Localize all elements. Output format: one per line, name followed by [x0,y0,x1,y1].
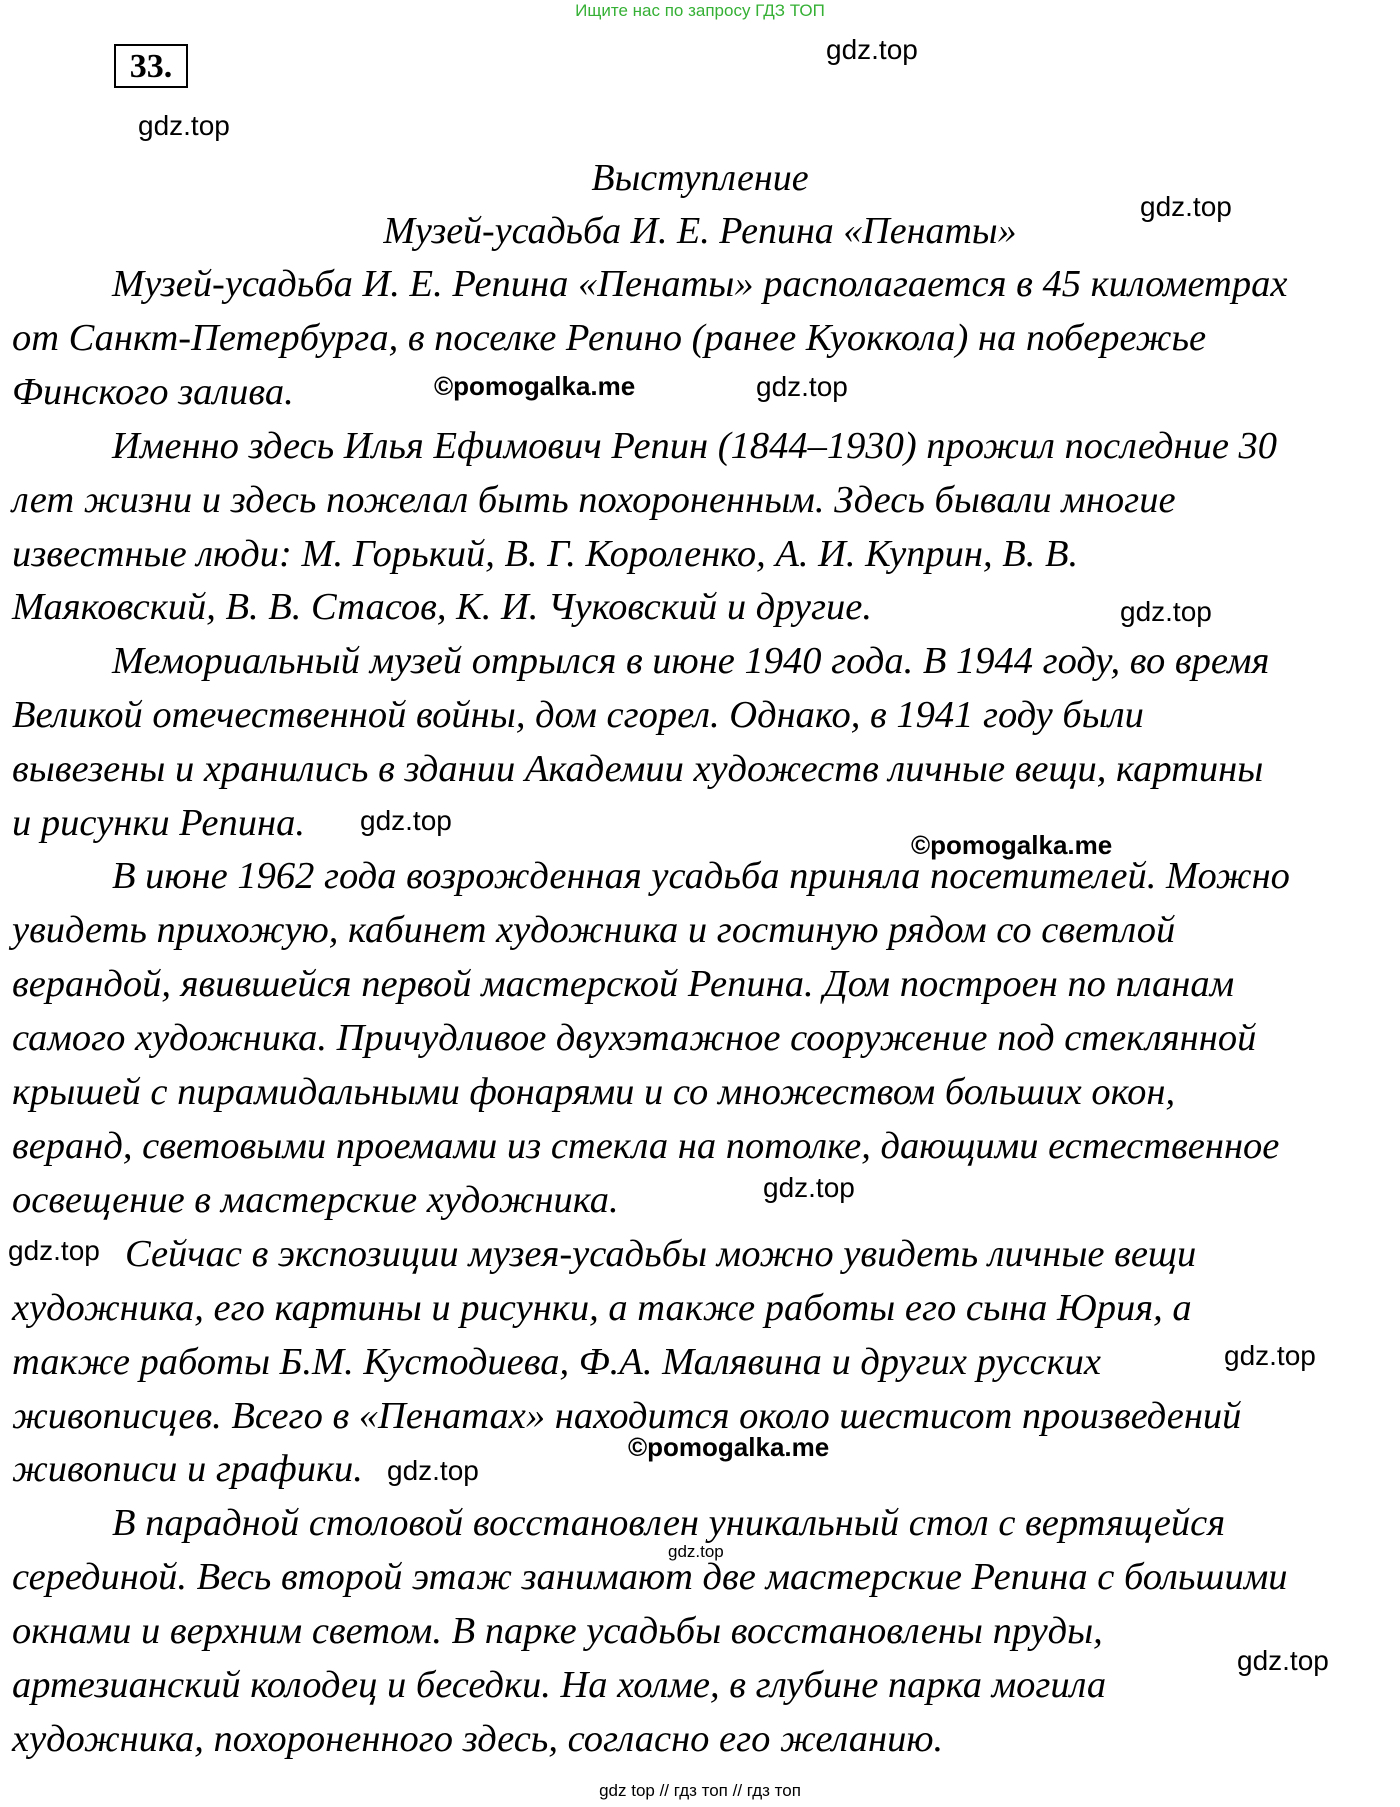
text-line: артезианский колодец и беседки. На холме, в глубине парка могила [12,1664,1107,1706]
task-number: 33. [114,44,188,88]
text-line: Музей-усадьба И. Е. Репина «Пенаты» располагается в 45 километрах [112,263,1288,305]
text-line: крышей с пирамидальными фонарями и со множеством больших окон, [12,1071,1176,1113]
text-line: серединой. Весь второй этаж занимают две мастерские Репина с большими [12,1556,1288,1598]
text-line: В парадной столовой восстановлен уникальный стол с вертящейся [112,1502,1226,1544]
text-line: увидеть прихожую, кабинет художника и гостиную рядом со светлой [12,909,1176,951]
watermark-gdz: gdz.top [756,371,848,402]
text-line: живописи и графики. [12,1448,363,1490]
text-line: окнами и верхним светом. В парке усадьбы восстановлены пруды, [12,1610,1103,1652]
text-line: самого художника. Причудливое двухэтажное сооружение под стеклянной [12,1017,1257,1059]
watermark-gdz: gdz.top [8,1235,100,1266]
watermark-pomogalka: ©pomogalka.me [911,830,1113,860]
text-line: Именно здесь Илья Ефимович Репин (1844–1930) прожил последние 30 [112,425,1278,467]
text-line: Великой отечественной войны, дом сгорел. Однако, в 1941 году были [12,694,1144,736]
watermark-pomogalka: ©pomogalka.me [434,371,636,401]
text-line: Маяковский, В. В. Стасов, К. И. Чуковский и другие. [12,586,873,628]
text-line: В июне 1962 года возрожденная усадьба приняла посетителей. Можно [112,855,1290,897]
watermark-gdz: gdz.top [826,34,918,65]
text-line: вывезены и хранились в здании Академии художеств личные вещи, картины [12,748,1264,790]
text-line: освещение в мастерские художника. [12,1179,619,1221]
watermark-gdz: gdz.top [387,1455,479,1486]
watermark-gdz: gdz.top [1224,1340,1316,1371]
watermark-gdz-small: gdz.top [668,1542,724,1561]
watermark-gdz: gdz.top [138,110,230,141]
text-line: веранд, световыми проемами из стекла на потолке, дающими естественное [12,1125,1280,1167]
text-line: живописцев. Всего в «Пенатах» находится около шестисот произведений [12,1395,1242,1437]
watermark-gdz: gdz.top [763,1172,855,1203]
text-line: лет жизни и здесь пожелал быть похороненным. Здесь бывали многие [12,479,1176,521]
text-line: от Санкт-Петербурга, в поселке Репино (ранее Куоккола) на побережье [12,317,1207,359]
watermark-pomogalka: ©pomogalka.me [628,1432,830,1462]
text-line: художника, похороненного здесь, согласно его желанию. [12,1718,944,1760]
footer: gdz top // гдз топ // гдз топ [599,1781,801,1800]
title-line-2: Музей-усадьба И. Е. Репина «Пенаты» [383,210,1017,252]
text-line: Финского залива. [12,371,294,413]
text-line: верандой, явившейся первой мастерской Репина. Дом построен по планам [12,963,1235,1005]
watermark-gdz: gdz.top [1120,596,1212,627]
watermark-gdz: gdz.top [1140,191,1232,222]
text-line: Мемориальный музей отрылся в июне 1940 года. В 1944 году, во время [112,640,1270,682]
watermark-gdz: gdz.top [360,805,452,836]
top-banner: Ищите нас по запросу ГДЗ ТОП [575,1,825,20]
text-line: известные люди: М. Горький, В. Г. Короленко, А. И. Куприн, В. В. [12,533,1079,575]
text-line: также работы Б.М. Кустодиева, Ф.А. Малявина и других русских [12,1341,1101,1383]
text-line: и рисунки Репина. [12,802,305,844]
title-line-1: Выступление [591,157,809,199]
text-line: Сейчас в экспозиции музея-усадьбы можно увидеть личные вещи [125,1233,1197,1275]
text-line: художника, его картины и рисунки, а также работы его сына Юрия, а [12,1287,1192,1329]
watermark-gdz: gdz.top [1237,1645,1329,1676]
